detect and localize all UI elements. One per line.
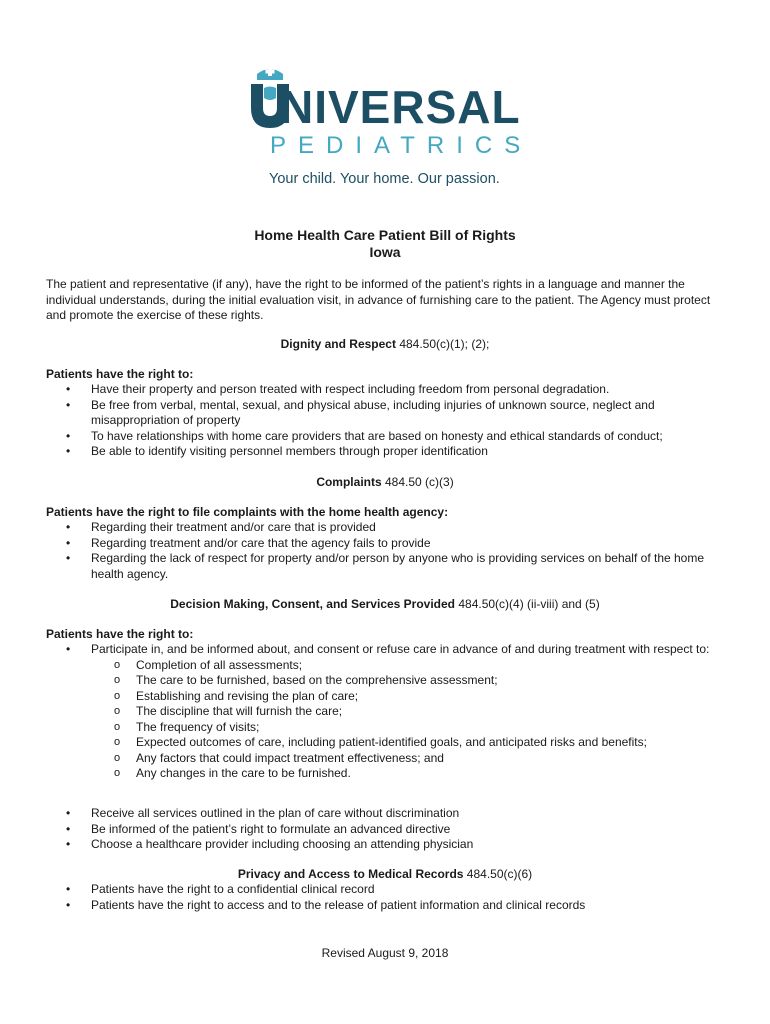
section-title: Complaints xyxy=(316,475,382,489)
list-item: • Receive all services outlined in the plan of care without discrimination xyxy=(46,806,730,822)
logo-wordmark: NIVERSAL xyxy=(280,81,521,133)
sub-list-item: o The discipline that will furnish the care; xyxy=(91,704,730,720)
decision-intro: Patients have the right to: xyxy=(46,627,194,641)
section-citation: 484.50(c)(1); (2); xyxy=(395,337,490,351)
section-heading-complaints xyxy=(0,475,770,490)
section-citation: 484.50(c)(4) (ii-viii) and (5) xyxy=(455,597,600,611)
section-title: Dignity and Respect xyxy=(280,337,396,351)
document-state: Iowa xyxy=(369,244,401,260)
sub-list-item: o Any changes in the care to be furnished. xyxy=(91,766,730,782)
dignity-intro: Patients have the right to: xyxy=(46,367,194,381)
complaints-intro: Patients have the right to file complaints with the home health agency: xyxy=(46,505,449,519)
logo-tagline: Your child. Your home. Our passion. xyxy=(269,171,500,187)
section-title: Privacy and Access to Medical Records xyxy=(237,867,464,881)
logo-subtitle: PEDIATRICS xyxy=(270,132,533,159)
list-item: • Be able to identify visiting personnel members through proper identification xyxy=(46,444,730,460)
decision-list xyxy=(46,642,730,782)
document-title: Home Health Care Patient Bill of Rights xyxy=(254,227,516,243)
list-item: • Be free from verbal, mental, sexual, and physical abuse, including injuries of unknown source, neglect and misappropriation of property xyxy=(46,398,730,429)
list-item: • Regarding the lack of respect for property and/or person by anyone who is providing services on behalf of the home health agency. xyxy=(46,551,730,582)
intro-paragraph: The patient and representative (if any), have the right to be informed of the patient’s rights in a language and manner the individual understands, during the initial evaluation visit, in advance of furnishing care to the patient. The Agency must protect and promote the exercise of these rights. xyxy=(46,277,711,322)
section-title: Decision Making, Consent, and Services Provided xyxy=(170,597,456,611)
section-heading-dignity xyxy=(0,337,770,352)
list-item: • Patients have the right to access and to the release of patient information and clinical records xyxy=(46,898,730,914)
list-item xyxy=(46,642,730,782)
dignity-list xyxy=(46,382,730,460)
list-item-text: Participate in, and be informed about, and consent or refuse care in advance of and during treatment with respect to: xyxy=(91,642,710,656)
sub-list-item: o Any factors that could impact treatment effectiveness; and xyxy=(91,751,730,767)
decision-list-continued xyxy=(46,806,730,853)
list-item: • Choose a healthcare provider including choosing an attending physician xyxy=(46,837,730,853)
list-item: • Regarding their treatment and/or care that is provided xyxy=(46,520,730,536)
company-logo xyxy=(240,58,533,193)
list-item: • Patients have the right to a confidential clinical record xyxy=(46,882,730,898)
section-heading-decision xyxy=(0,597,770,612)
section-citation: 484.50 (c)(3) xyxy=(381,475,454,489)
sub-list-item: o Establishing and revising the plan of care; xyxy=(91,689,730,705)
list-item: • Regarding treatment and/or care that the agency fails to provide xyxy=(46,536,730,552)
sub-list-item: o The care to be furnished, based on the comprehensive assessment; xyxy=(91,673,730,689)
complaints-list xyxy=(46,520,730,582)
privacy-list xyxy=(46,882,730,913)
sub-list-item: o Expected outcomes of care, including patient-identified goals, and anticipated risks and benefits; xyxy=(91,735,730,751)
sub-list-item: o The frequency of visits; xyxy=(91,720,730,736)
section-heading-privacy xyxy=(0,867,770,882)
section-citation: 484.50(c)(6) xyxy=(463,867,533,881)
list-item: • To have relationships with home care providers that are based on honesty and ethical standards of conduct; xyxy=(46,429,730,445)
revision-date: Revised August 9, 2018 xyxy=(321,946,449,960)
list-item: • Have their property and person treated with respect including freedom from personal degradation. xyxy=(46,382,730,398)
sub-list-item: o Completion of all assessments; xyxy=(91,658,730,674)
decision-sub-list xyxy=(91,658,730,782)
list-item: • Be informed of the patient’s right to formulate an advanced directive xyxy=(46,822,730,838)
